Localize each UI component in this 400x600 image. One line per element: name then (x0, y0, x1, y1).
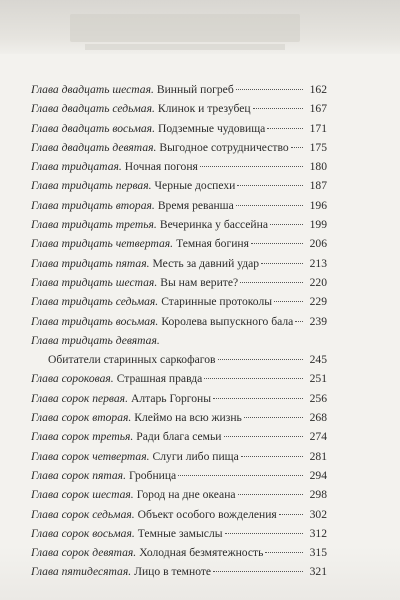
dot-leader (270, 224, 303, 225)
toc-entry[interactable] (31, 447, 327, 466)
chapter-label: Глава сороковая. (31, 372, 114, 386)
dot-leader (253, 108, 303, 109)
toc-entry[interactable] (31, 80, 327, 99)
page-number: 171 (309, 121, 327, 135)
toc-entry[interactable] (31, 369, 327, 388)
dot-leader (237, 185, 303, 186)
chapter-title: Черные доспехи (154, 179, 236, 193)
chapter-label: Глава двадцать шестая. (31, 83, 154, 96)
toc-entry-continuation[interactable] (31, 350, 327, 369)
chapter-title: Лицо в темноте (134, 565, 212, 579)
page-number: 281 (309, 449, 327, 463)
page-number: 187 (309, 179, 327, 193)
chapter-title: Объект особого вожделения (137, 507, 277, 521)
page-number: 180 (309, 160, 327, 174)
page-number: 239 (309, 314, 327, 328)
dot-leader (236, 89, 303, 90)
chapter-label: Глава сорок восьмая. (31, 526, 135, 540)
toc-entry[interactable] (31, 176, 327, 195)
chapter-title: Клинок и трезубец (157, 102, 251, 116)
chapter-title: Клеймо на всю жизнь (134, 411, 242, 425)
chapter-label: Глава сорок девятая. (31, 546, 137, 560)
chapter-label: Глава тридцать восьмая. (31, 314, 159, 328)
dot-leader (224, 436, 304, 437)
toc-entry[interactable] (31, 292, 327, 311)
chapter-label: Глава двадцать седьмая. (31, 102, 155, 116)
chapter-label: Глава пятидесятая. (31, 565, 132, 579)
dot-leader (241, 456, 303, 457)
chapter-label: Глава сорок пятая. (31, 468, 126, 482)
toc-entry[interactable] (31, 273, 327, 292)
dot-leader (200, 166, 303, 167)
chapter-label: Глава тридцать пятая. (31, 256, 150, 270)
chapter-label: Глава двадцать восьмая. (31, 121, 155, 135)
page-number: 256 (309, 391, 327, 405)
chapter-label: Глава сорок вторая. (31, 411, 132, 425)
chapter-label: Глава тридцатая. (31, 160, 122, 174)
chapter-title: Вы нам верите? (160, 275, 239, 289)
chapter-title: Королева выпускного бала (161, 314, 294, 328)
chapter-label: Глава тридцать четвертая. (31, 237, 174, 251)
chapter-title: Гробница (128, 468, 177, 482)
chapter-title: Вечеринка у бассейна (159, 218, 268, 232)
page-number: 294 (309, 468, 327, 482)
page-number: 312 (309, 526, 327, 540)
dot-leader (238, 494, 303, 495)
dot-leader (213, 398, 303, 399)
table-of-contents (31, 80, 327, 582)
dot-leader (261, 263, 303, 264)
page-number: 162 (309, 83, 327, 96)
toc-entry[interactable] (31, 99, 327, 118)
chapter-title: Темные замыслы (137, 526, 223, 540)
toc-entry[interactable] (31, 215, 327, 234)
chapter-title: Слуги либо пища (152, 449, 239, 463)
chapter-label: Глава тридцать седьмая. (31, 295, 159, 309)
chapter-title: Ради блага семьи (136, 430, 222, 444)
chapter-label: Глава сорок шестая. (31, 488, 134, 502)
chapter-label: Глава тридцать вторая. (31, 198, 155, 212)
toc-entry[interactable] (31, 427, 327, 446)
dot-leader (274, 301, 303, 302)
chapter-title: Старинные протоколы (161, 295, 273, 309)
chapter-label: Глава сорок седьмая. (31, 507, 135, 521)
page-number: 199 (309, 218, 327, 232)
page-number: 213 (309, 256, 327, 270)
dot-leader (267, 128, 303, 129)
page-number: 315 (309, 546, 327, 560)
dot-leader (295, 321, 303, 322)
chapter-title: Темная богиня (176, 237, 249, 251)
toc-entry[interactable] (31, 157, 327, 176)
dot-leader (251, 243, 303, 244)
dot-leader (240, 282, 303, 283)
toc-entry[interactable] (31, 312, 327, 331)
dot-leader (225, 533, 303, 534)
chapter-title: Алтарь Горгоны (130, 391, 211, 405)
header-print-through (70, 14, 300, 42)
page-number: 298 (309, 488, 327, 502)
toc-entry[interactable] (31, 389, 327, 408)
dot-leader (244, 417, 303, 418)
chapter-label: Глава сорок третья. (31, 430, 134, 444)
page-number: 245 (309, 353, 327, 367)
toc-entry[interactable] (31, 119, 327, 138)
page-number: 302 (309, 507, 327, 521)
toc-entry[interactable] (31, 543, 327, 562)
toc-entry[interactable] (31, 485, 327, 504)
toc-entry[interactable] (31, 562, 327, 581)
chapter-title: Подземные чудовища (157, 121, 266, 135)
toc-entry[interactable] (31, 466, 327, 485)
page-number: 229 (309, 295, 327, 309)
dot-leader (291, 147, 303, 148)
dot-leader (265, 552, 303, 553)
toc-entry[interactable] (31, 254, 327, 273)
page-number: 175 (309, 140, 327, 154)
chapter-title: Город на дне океана (136, 488, 236, 502)
chapter-label: Глава тридцать девятая. (31, 333, 160, 347)
dot-leader (204, 378, 303, 379)
chapter-title: Выгодное сотрудничество (159, 140, 289, 154)
chapter-title: Месть за давний удар (152, 256, 260, 270)
chapter-title: Винный погреб (156, 83, 234, 96)
page-number: 321 (309, 565, 327, 579)
chapter-label: Глава двадцать девятая. (31, 140, 157, 154)
page-number: 206 (309, 237, 327, 251)
dot-leader (279, 514, 303, 515)
chapter-label: Глава сорок первая. (31, 391, 128, 405)
toc-entry[interactable] (31, 331, 327, 350)
page-number: 220 (309, 275, 327, 289)
dot-leader (236, 205, 303, 206)
toc-entry[interactable] (31, 234, 327, 253)
chapter-title: Страшная правда (116, 372, 203, 386)
dot-leader (213, 571, 303, 572)
chapter-label: Глава тридцать шестая. (31, 275, 158, 289)
dot-leader (218, 359, 304, 360)
toc-entry[interactable] (31, 408, 327, 427)
page-number: 167 (309, 102, 327, 116)
toc-entry[interactable] (31, 524, 327, 543)
toc-entry[interactable] (31, 505, 327, 524)
chapter-title: Обитатели старинных саркофагов (48, 353, 216, 367)
chapter-title: Холодная безмятежность (139, 546, 264, 560)
chapter-label: Глава тридцать третья. (31, 218, 157, 232)
page-number: 251 (309, 372, 327, 386)
page-number: 274 (309, 430, 327, 444)
header-print-through-line (85, 44, 285, 50)
dot-leader (178, 475, 303, 476)
chapter-label: Глава тридцать первая. (31, 179, 152, 193)
chapter-title: Время реванша (157, 198, 234, 212)
page-header-shadow (0, 0, 400, 54)
chapter-title: Ночная погоня (124, 160, 198, 174)
page-number: 196 (309, 198, 327, 212)
toc-entry[interactable] (31, 196, 327, 215)
chapter-label: Глава сорок четвертая. (31, 449, 150, 463)
page-number: 268 (309, 411, 327, 425)
toc-entry[interactable] (31, 138, 327, 157)
